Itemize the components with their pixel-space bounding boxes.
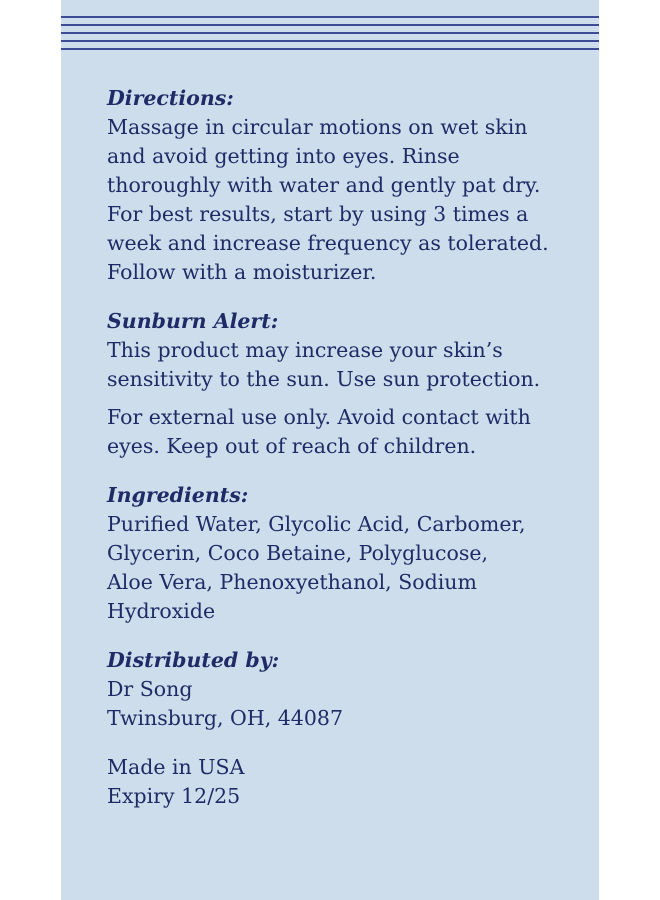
directions-line: week and increase frequency as tolerated. bbox=[107, 231, 549, 255]
ingredients-heading: Ingredients: bbox=[107, 483, 249, 507]
stripe-line bbox=[61, 16, 599, 18]
warning-line: eyes. Keep out of reach of children. bbox=[107, 434, 477, 458]
directions-line: Massage in circular motions on wet skin bbox=[107, 115, 528, 139]
made-in-text: Made in USA bbox=[107, 755, 245, 779]
directions-line: Follow with a moisturizer. bbox=[107, 260, 377, 284]
distributor-name: Dr Song bbox=[107, 677, 193, 701]
ingredients-section bbox=[107, 481, 587, 626]
distributor-heading: Distributed by: bbox=[107, 648, 280, 672]
ingredients-line: Glycerin, Coco Betaine, Polyglucose, bbox=[107, 541, 488, 565]
directions-line: thoroughly with water and gently pat dry. bbox=[107, 173, 541, 197]
stripe-line bbox=[61, 32, 599, 34]
distributor-address: Twinsburg, OH, 44087 bbox=[107, 706, 343, 730]
distributor-section bbox=[107, 646, 587, 733]
expiry-text: Expiry 12/25 bbox=[107, 784, 241, 808]
directions-line: For best results, start by using 3 times a bbox=[107, 202, 529, 226]
warning-section bbox=[107, 403, 587, 461]
ingredients-line: Hydroxide bbox=[107, 599, 216, 623]
product-label-panel bbox=[61, 0, 599, 900]
sunburn-alert-section bbox=[107, 307, 587, 394]
sunburn-alert-line: This product may increase your skin’s bbox=[107, 338, 503, 362]
warning-line: For external use only. Avoid contact with bbox=[107, 405, 531, 429]
ingredients-line: Purified Water, Glycolic Acid, Carbomer, bbox=[107, 512, 526, 536]
stripe-line bbox=[61, 48, 599, 50]
origin-expiry-section bbox=[107, 753, 587, 811]
stripe-line bbox=[61, 40, 599, 42]
directions-heading: Directions: bbox=[107, 86, 234, 110]
sunburn-alert-heading: Sunburn Alert: bbox=[107, 309, 279, 333]
directions-section bbox=[107, 84, 587, 287]
directions-line: and avoid getting into eyes. Rinse bbox=[107, 144, 460, 168]
sunburn-alert-line: sensitivity to the sun. Use sun protection. bbox=[107, 367, 541, 391]
stripe-line bbox=[61, 24, 599, 26]
decorative-stripes bbox=[61, 16, 599, 50]
label-content bbox=[107, 84, 587, 811]
ingredients-line: Aloe Vera, Phenoxyethanol, Sodium bbox=[107, 570, 477, 594]
